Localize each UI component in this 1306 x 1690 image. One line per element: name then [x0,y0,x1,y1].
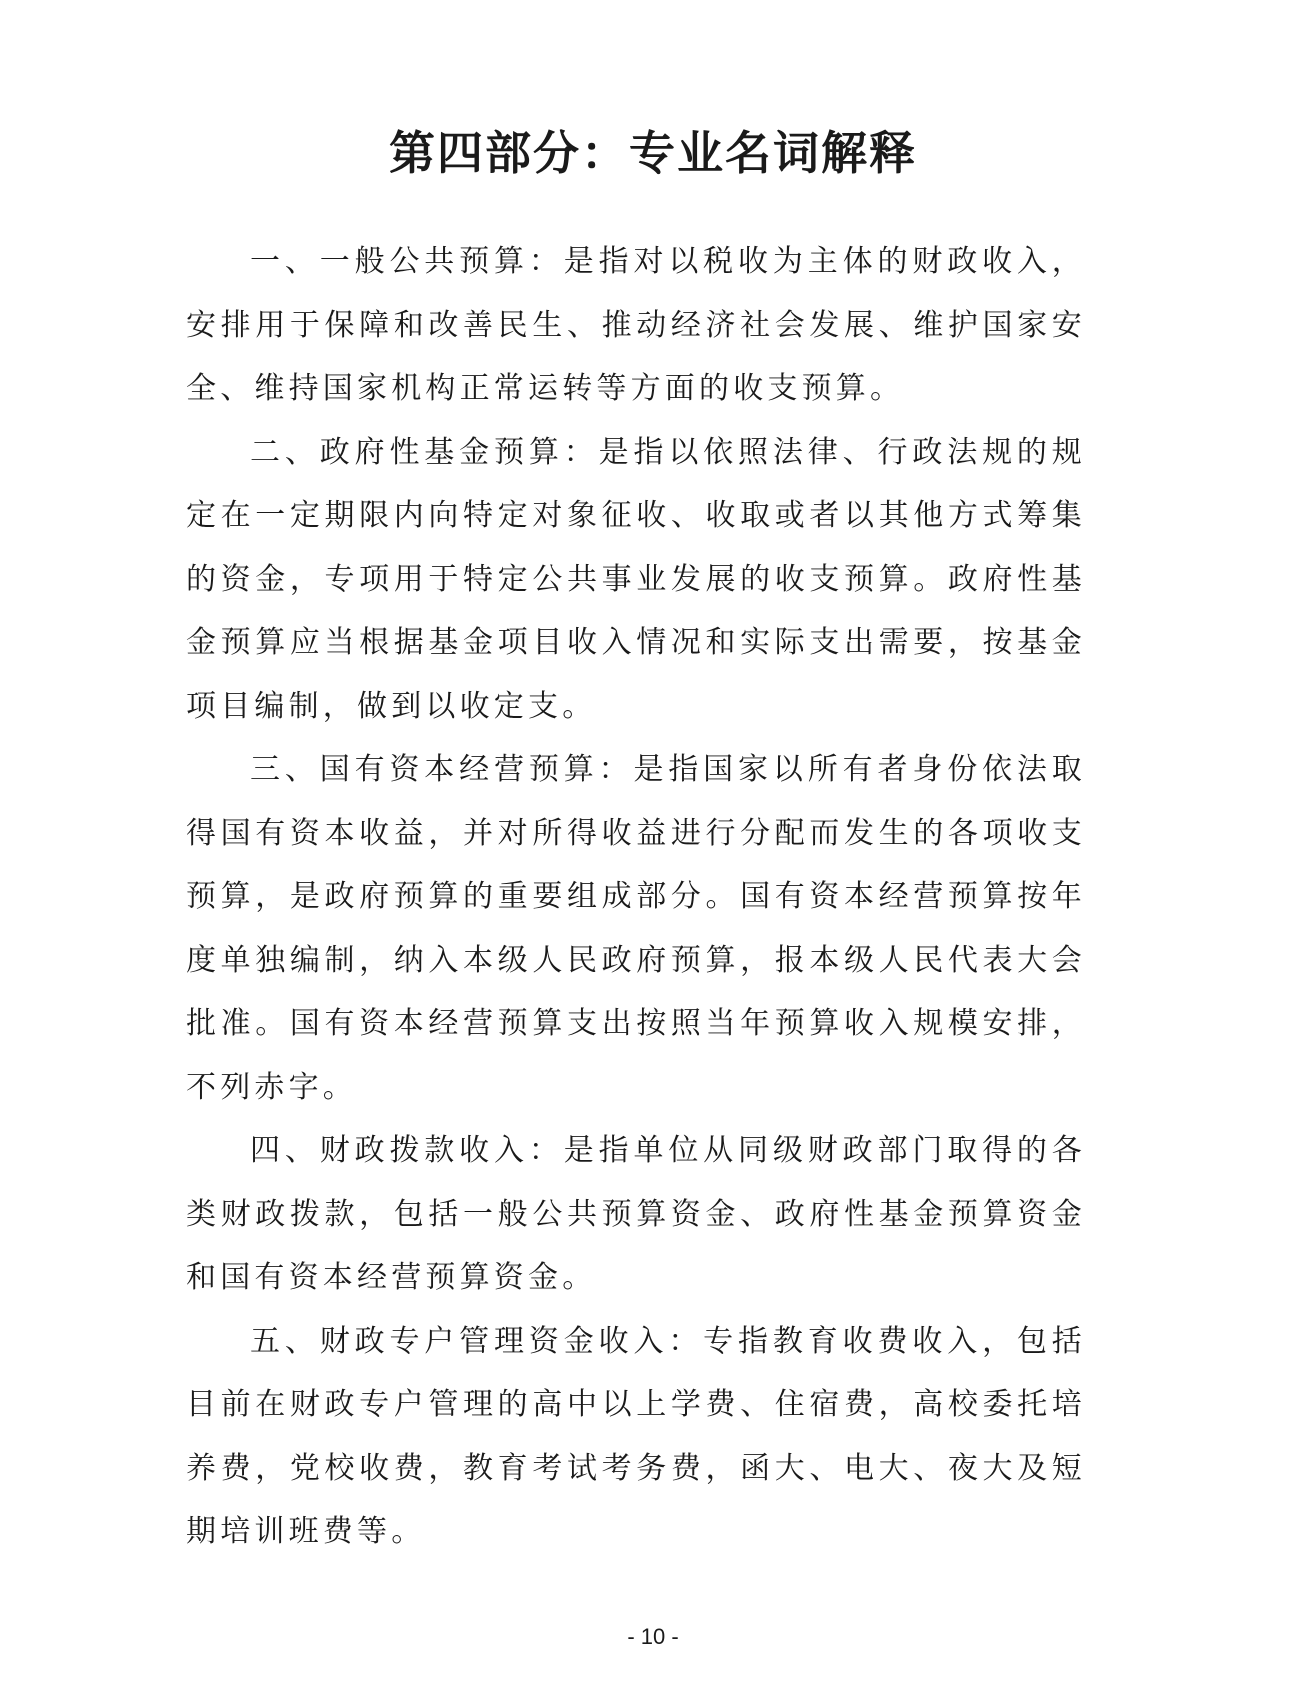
paragraph-general-public-budget: 一、一般公共预算：是指对以税收为主体的财政收入，安排用于保障和改善民生、推动经济社会发展、维护国家安全、维持国家机构正常运转等方面的收支预算。 [186,244,1086,406]
page-number: - 10 - [627,1624,679,1649]
paragraph-state-capital-budget: 三、国有资本经营预算：是指国家以所有者身份依法取得国有资本收益，并对所得收益进行分配而发生的各项收支预算，是政府预算的重要组成部分。国有资本经营预算按年度单独编制，纳入本级人民政府预算，报本级人民代表大会批准。国有资本经营预算支出按照当年预算收入规模安排，不列赤字。 [186,752,1086,1105]
paragraph-fiscal-appropriation-income: 四、财政拨款收入：是指单位从同级财政部门取得的各类财政拨款，包括一般公共预算资金、政府性基金预算资金和国有资本经营预算资金。 [186,1133,1086,1295]
paragraph-government-fund-budget: 二、政府性基金预算：是指以依照法律、行政法规的规定在一定期限内向特定对象征收、收取或者以其他方式筹集的资金，专项用于特定公共事业发展的收支预算。政府性基金预算应当根据基金项目收入情况和实际支出需要，按基金项目编制，做到以收定支。 [186,434,1086,724]
paragraph-special-account-income: 五、财政专户管理资金收入：专指教育收费收入，包括目前在财政专户管理的高中以上学费、住宿费，高校委托培养费，党校收费，教育考试考务费，函大、电大、夜大及短期培训班费等。 [186,1323,1086,1549]
document-body [186,230,1086,1564]
page-title: 第四部分：专业名词解释 [389,126,917,180]
